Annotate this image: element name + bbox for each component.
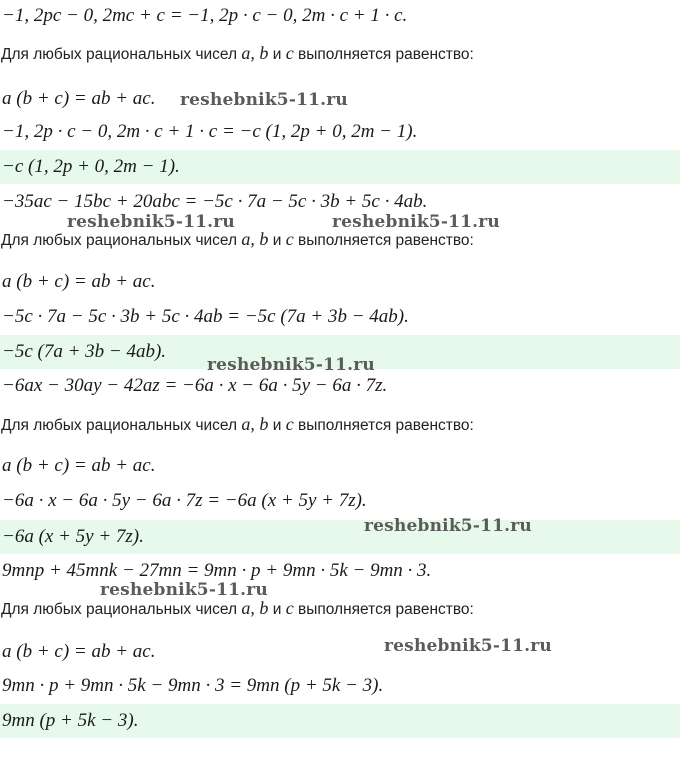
property-note: Для любых рациональных чисел a, b и c выполняется равенство: [1, 43, 474, 63]
answer-line: −5c (7a + 3b − 4ab). [0, 335, 680, 369]
answer-line: 9mn (p + 5k − 3). [0, 704, 680, 738]
equation-line: a (b + c) = ab + ac. [2, 641, 156, 662]
equation-line: −1, 2p · c − 0, 2m · c + 1 · c = −c (1, 2p + 0, 2m − 1). [2, 121, 418, 142]
equation-line: −5c · 7a − 5c · 3b + 5c · 4ab = −5c (7a + 3b − 4ab). [2, 306, 409, 327]
answer-line: −c (1, 2p + 0, 2m − 1). [0, 150, 680, 184]
equation-line: a (b + c) = ab + ac. [2, 455, 156, 476]
watermark: reshebnik5-11.ru [332, 212, 500, 232]
equation-line: −1, 2pc − 0, 2mc + c = −1, 2p · c − 0, 2m · c + 1 · c. [2, 5, 408, 26]
watermark: reshebnik5-11.ru [384, 636, 552, 656]
property-note: Для любых рациональных чисел a, b и c выполняется равенство: [1, 229, 474, 249]
equation-line: 9mnp + 45mnk − 27mn = 9mn · p + 9mn · 5k − 9mn · 3. [2, 560, 432, 581]
watermark: reshebnik5-11.ru [67, 212, 235, 232]
equation-line: a (b + c) = ab + ac. [2, 271, 156, 292]
watermark: reshebnik5-11.ru [180, 90, 348, 110]
equation-line: −35ac − 15bc + 20abc = −5c · 7a − 5c · 3b + 5c · 4ab. [2, 191, 428, 212]
equation-line: 9mn · p + 9mn · 5k − 9mn · 3 = 9mn (p + 5k − 3). [2, 675, 384, 696]
answer-line: −6a (x + 5y + 7z). [0, 520, 680, 554]
watermark: reshebnik5-11.ru [100, 580, 268, 600]
property-note: Для любых рациональных чисел a, b и c выполняется равенство: [1, 414, 474, 434]
watermark: reshebnik5-11.ru [364, 516, 532, 536]
watermark: reshebnik5-11.ru [207, 355, 375, 375]
equation-line: a (b + c) = ab + ac. [2, 88, 156, 109]
equation-line: −6a · x − 6a · 5y − 6a · 7z = −6a (x + 5y + 7z). [2, 490, 367, 511]
property-note: Для любых рациональных чисел a, b и c выполняется равенство: [1, 598, 474, 618]
equation-line: −6ax − 30ay − 42az = −6a · x − 6a · 5y − 6a · 7z. [2, 375, 388, 396]
